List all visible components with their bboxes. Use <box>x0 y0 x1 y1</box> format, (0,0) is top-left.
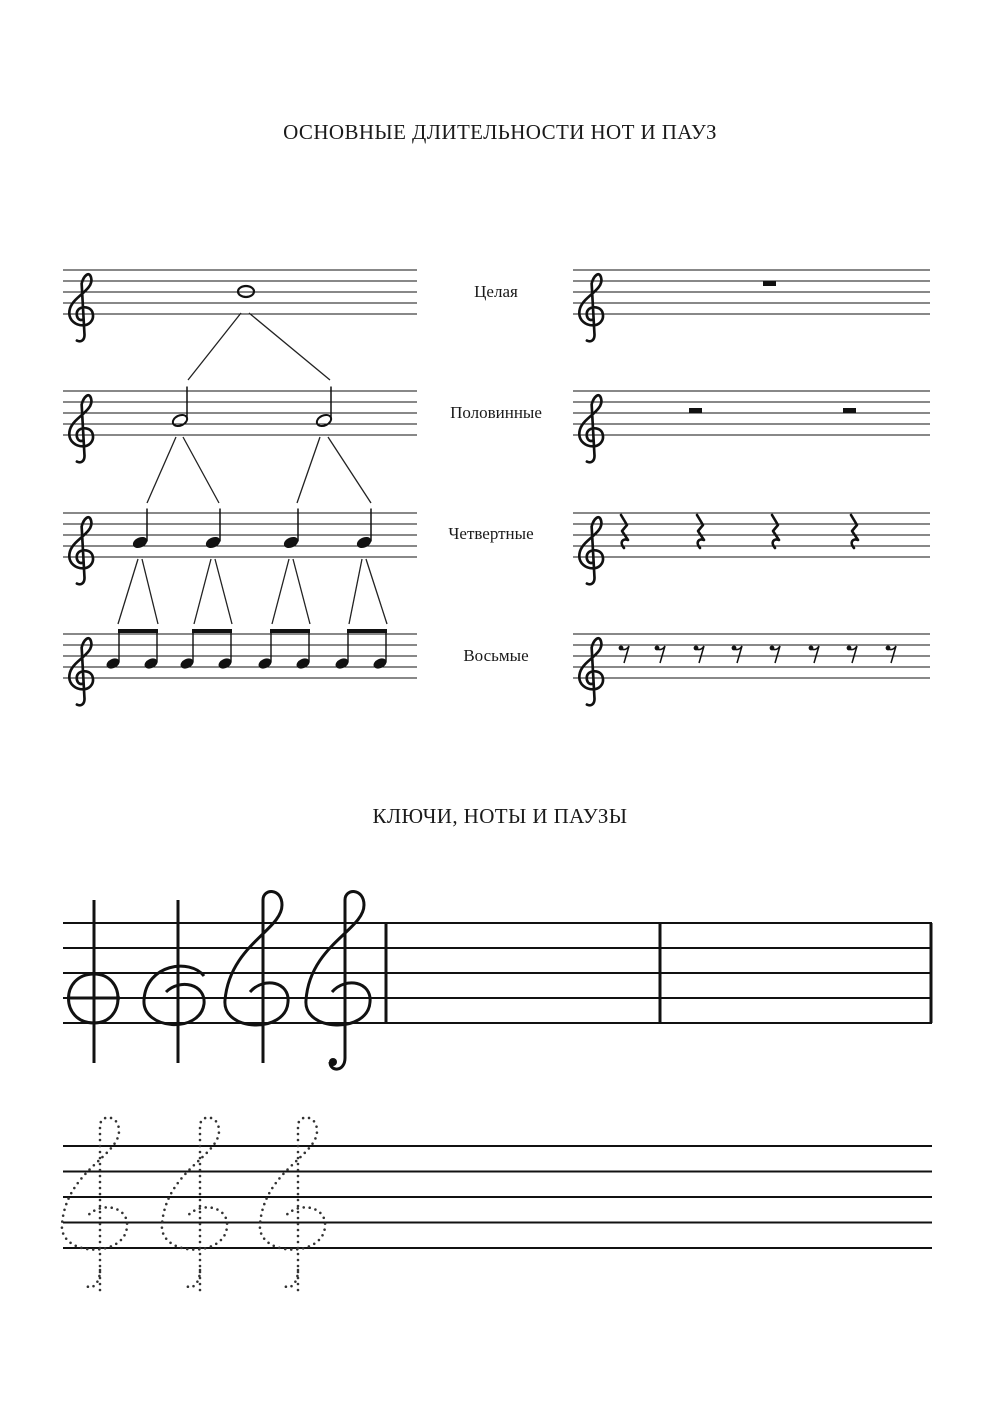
connector-line <box>118 559 138 624</box>
left-staff-2 <box>63 513 417 584</box>
label-half: Половинные <box>450 403 542 422</box>
connector-line <box>147 437 176 503</box>
connector-line <box>188 313 241 380</box>
half-rest <box>689 408 702 413</box>
rest-staves <box>573 270 930 705</box>
connector-line <box>293 559 310 624</box>
eighth-rest <box>694 646 704 663</box>
dotted-treble-clef <box>260 1118 325 1290</box>
note-head <box>131 535 149 550</box>
quarter-rest <box>851 515 858 548</box>
dotted-treble-clef <box>162 1118 227 1290</box>
treble-clef-icon <box>69 638 93 705</box>
half-note <box>171 387 189 429</box>
note-head <box>355 535 373 550</box>
left-staff-1 <box>63 391 417 462</box>
connector-line <box>297 437 320 503</box>
rests-group <box>619 281 896 663</box>
connector-line <box>142 559 158 624</box>
eighth-note-pair <box>105 629 159 671</box>
treble-clef-icon <box>579 638 603 705</box>
quarter-note <box>131 509 149 551</box>
clef-step-3 <box>225 892 288 1063</box>
quarter-note <box>204 509 222 551</box>
dotted-clef-staff <box>62 1118 932 1290</box>
quarter-note <box>355 509 373 551</box>
eighth-rest <box>886 646 896 663</box>
note-head <box>204 535 222 550</box>
quarter-note <box>282 509 300 551</box>
quarter-rest <box>772 515 779 548</box>
label-quarter: Четвертные <box>448 524 534 543</box>
treble-clef-icon <box>579 517 603 584</box>
connector-line <box>272 559 289 624</box>
half-note <box>315 387 333 429</box>
right-staff-0 <box>573 270 930 341</box>
eighth-rest <box>732 646 742 663</box>
right-staff-3 <box>573 634 930 705</box>
treble-clef-icon <box>69 395 93 462</box>
note-head <box>315 413 333 428</box>
eighth-rest <box>809 646 819 663</box>
eighth-note-pair <box>179 629 233 671</box>
eighth-rest <box>655 646 665 663</box>
connector-line <box>328 437 371 503</box>
durations-title: ОСНОВНЫЕ ДЛИТЕЛЬНОСТИ НОТ И ПАУЗ <box>283 120 717 144</box>
left-staff-3 <box>63 634 417 705</box>
right-staff-1 <box>573 391 930 462</box>
beam <box>192 629 232 633</box>
eighth-note-pair <box>334 629 388 671</box>
eighth-rest <box>619 646 629 663</box>
clef-step-4-full <box>306 892 370 1070</box>
quarter-rest <box>697 515 704 548</box>
connector-line <box>194 559 211 624</box>
eighth-rest <box>770 646 780 663</box>
whole-rest <box>763 281 776 286</box>
treble-clef-icon <box>579 395 603 462</box>
beam <box>347 629 387 633</box>
note-head <box>282 535 300 550</box>
clefs-title: КЛЮЧИ, НОТЫ И ПАУЗЫ <box>372 804 628 828</box>
label-whole: Целая <box>474 282 518 301</box>
connector-line <box>215 559 232 624</box>
quarter-rest <box>621 515 628 548</box>
clef-tail-dot <box>329 1058 337 1066</box>
notes-group <box>105 286 388 671</box>
eighth-note-pair <box>257 629 311 671</box>
dotted-treble-clef <box>62 1118 127 1290</box>
division-connectors <box>118 313 387 624</box>
beam <box>118 629 158 633</box>
note-staves <box>63 270 417 705</box>
beam <box>270 629 310 633</box>
label-eighth: Восьмые <box>463 646 529 665</box>
connector-line <box>249 313 330 380</box>
note-head <box>171 413 189 428</box>
connector-line <box>183 437 219 503</box>
connector-line <box>366 559 387 624</box>
treble-clef-icon <box>579 274 603 341</box>
eighth-rest <box>847 646 857 663</box>
treble-clef-icon <box>69 517 93 584</box>
connector-line <box>349 559 362 624</box>
left-staff-0 <box>63 270 417 341</box>
clef-step-2-loop <box>144 966 204 1024</box>
treble-clef-icon <box>69 274 93 341</box>
clef-exercise-staff <box>63 892 932 1070</box>
half-rest <box>843 408 856 413</box>
